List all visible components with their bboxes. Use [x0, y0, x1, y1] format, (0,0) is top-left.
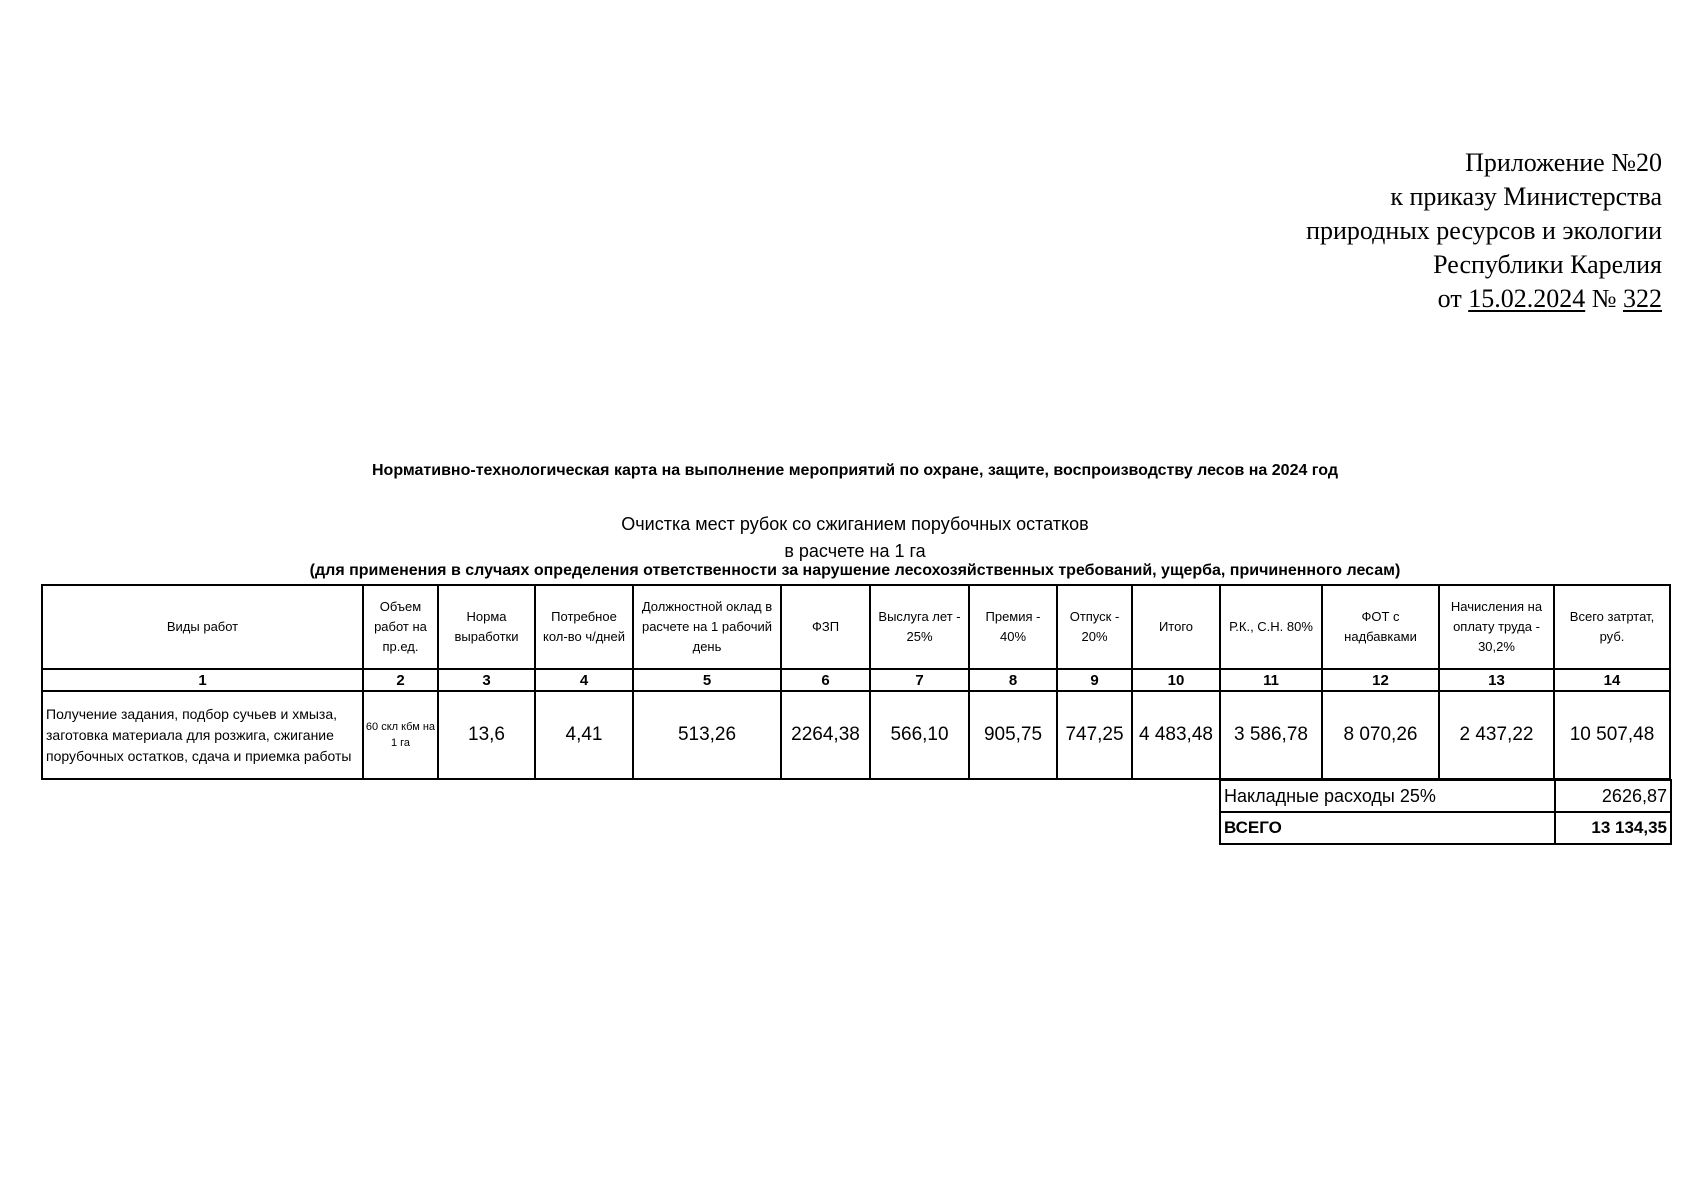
document-title: Нормативно-технологическая карта на выполнение мероприятий по охране, защите, воспроизводству лесов на 2024 год [372, 462, 1338, 479]
column-number: 9 [1057, 669, 1132, 691]
daily-salary: 513,26 [633, 691, 781, 779]
number-sign: № [1591, 284, 1617, 313]
grand-total-value: 13 134,35 [1555, 812, 1671, 844]
grand-total-row [1220, 812, 1671, 844]
header-cell: Отпуск - 20% [1057, 585, 1132, 669]
column-number: 7 [870, 669, 969, 691]
overhead-row [1220, 780, 1671, 812]
header-cell: Итого [1132, 585, 1220, 669]
header-cell: Выслуга лет - 25% [870, 585, 969, 669]
column-number: 6 [781, 669, 870, 691]
header-cell: Премия - 40% [969, 585, 1057, 669]
column-number: 3 [438, 669, 535, 691]
date-prefix: от [1437, 284, 1462, 313]
wage-fund: 2264,38 [781, 691, 870, 779]
table-row [42, 691, 1670, 779]
appendix-ministry: природных ресурсов и экологии [1306, 216, 1662, 245]
column-number: 14 [1554, 669, 1670, 691]
usage-note: (для применения в случаях определения ответственности за нарушение лесохозяйственных требований, ущерба, причиненного лесам) [309, 562, 1401, 579]
regional-coefficient: 3 586,78 [1220, 691, 1322, 779]
column-number: 5 [633, 669, 781, 691]
header-row [42, 585, 1670, 669]
header-cell: Объем работ на пр.ед. [363, 585, 438, 669]
work-description: Получение задания, подбор сучьев и хмыза, заготовка материала для розжига, сжигание порубочных остатков, сдача и приемка работы [42, 691, 363, 779]
appendix-header [1306, 146, 1662, 316]
column-number: 12 [1322, 669, 1439, 691]
column-number: 8 [969, 669, 1057, 691]
appendix-title: Приложение №20 [1465, 148, 1662, 177]
norm-table [41, 584, 1671, 780]
work-title [0, 511, 1696, 565]
appendix-date-line [1306, 282, 1662, 316]
appendix-order: к приказу Министерства [1390, 182, 1662, 211]
man-days: 4,41 [535, 691, 633, 779]
vacation: 747,25 [1057, 691, 1132, 779]
column-number-row [42, 669, 1670, 691]
premium: 905,75 [969, 691, 1057, 779]
seniority-bonus: 566,10 [870, 691, 969, 779]
column-number: 10 [1132, 669, 1220, 691]
header-cell: Всего затртат, руб. [1554, 585, 1670, 669]
appendix-republic: Республики Карелия [1433, 250, 1662, 279]
column-number: 4 [535, 669, 633, 691]
header-cell: Норма выработки [438, 585, 535, 669]
header-cell: Должностной оклад в расчете на 1 рабочий день [633, 585, 781, 669]
order-number: 322 [1623, 284, 1662, 313]
subtotal: 4 483,48 [1132, 691, 1220, 779]
work-volume: 60 скл кбм на 1 га [363, 691, 438, 779]
grand-total-label: ВСЕГО [1220, 812, 1555, 844]
overhead-value: 2626,87 [1555, 780, 1671, 812]
column-number: 11 [1220, 669, 1322, 691]
column-number: 1 [42, 669, 363, 691]
column-number: 2 [363, 669, 438, 691]
work-title-line2: в расчете на 1 га [784, 541, 926, 561]
header-cell: ФОТ с надбавками [1322, 585, 1439, 669]
header-cell: Виды работ [42, 585, 363, 669]
header-cell: Потребное кол-во ч/дней [535, 585, 633, 669]
total-costs: 10 507,48 [1554, 691, 1670, 779]
overhead-label: Накладные расходы 25% [1220, 780, 1555, 812]
column-number: 13 [1439, 669, 1554, 691]
work-title-line1: Очистка мест рубок со сжиганием порубочных остатков [621, 514, 1089, 534]
totals-table [1219, 779, 1672, 845]
order-date: 15.02.2024 [1468, 284, 1586, 313]
header-cell: Р.К., С.Н. 80% [1220, 585, 1322, 669]
payroll-charges: 2 437,22 [1439, 691, 1554, 779]
header-cell: ФЗП [781, 585, 870, 669]
header-cell: Начисления на оплату труда - 30,2% [1439, 585, 1554, 669]
payroll-with-bonuses: 8 070,26 [1322, 691, 1439, 779]
output-norm: 13,6 [438, 691, 535, 779]
